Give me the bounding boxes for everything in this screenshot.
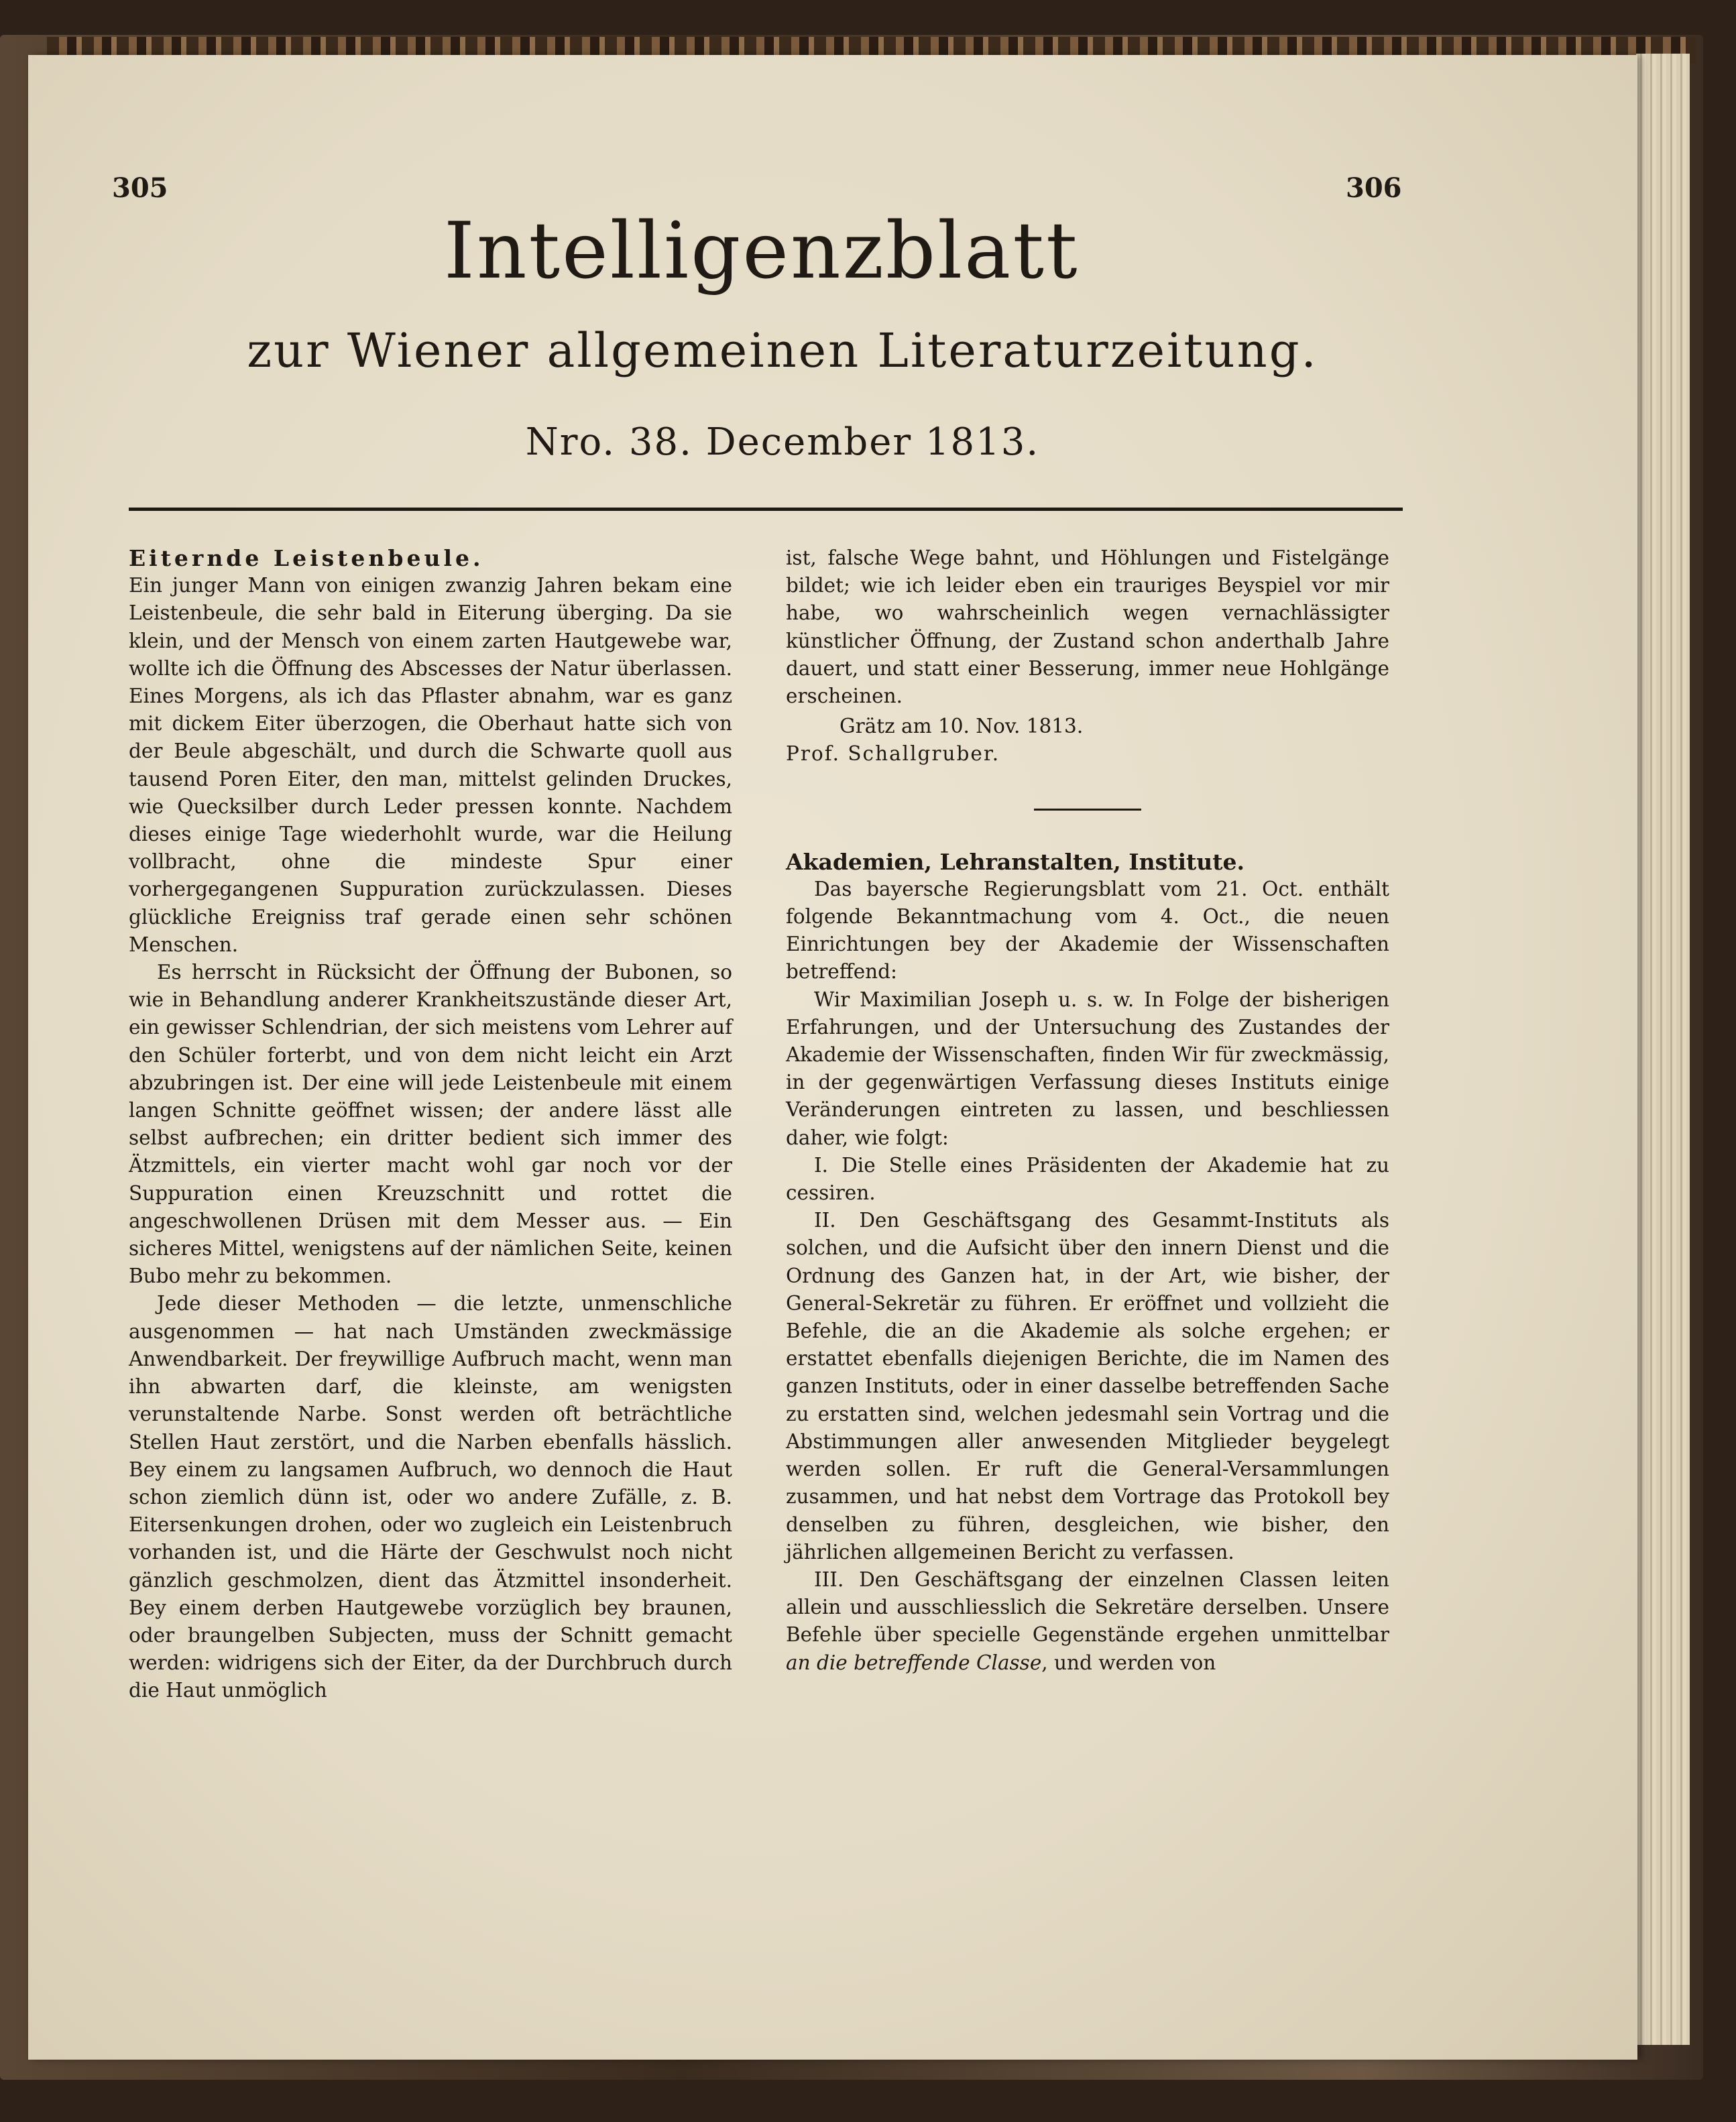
paragraph: Jede dieser Methoden — die letzte, unmenschliche ausgenommen — hat nach Umständen zweckmässige Anwendbarkeit. Der freywillige Aufbruch macht, wenn man ihn abwarten darf, die kleinste, am wenigsten verunstaltende Narbe. Sonst werden oft beträchtliche Stellen Haut zerstört, und die Narben ebenfalls hässlich. Bey einem zu langsamen Aufbruch, wo dennoch die Haut schon ziemlich dünn ist, oder wo andere Zufälle, z. B. Eitersenkungen drohen, oder wo zugleich ein Leistenbruch vorhanden ist, und die Härte der Geschwulst noch nicht gänzlich geschmolzen, dient das Ätzmittel insonderheit. Bey einem derben Hautgewebe vorzüglich bey braunen, oder braungelben Subjecten, muss der Schnitt gemacht werden: widrigens sich der Eiter, da der Durchbruch durch die Haut unmöglich [129, 1292, 732, 1702]
paragraph-continuation: ist, falsche Wege bahnt, und Höhlungen und Fistelgänge bildet; wie ich leider eben ein trauriges Beyspiel vor mir habe, wo wahrscheinlich wegen vernachlässigter künstlicher Öffnung, der Zustand schon anderthalb Jahre dauert, und statt einer Besserung, immer neue Hohlgänge erscheinen. [786, 546, 1389, 708]
paragraph: I. Die Stelle eines Präsidenten der Akademie hat zu cessiren. [786, 1153, 1389, 1205]
section-heading-akademien: Akademien, Lehranstalten, Institute. [786, 848, 1245, 875]
paragraph: Es herrscht in Rücksicht der Öffnung der Bubonen, so wie in Behandlung anderer Krankheitszustände dieser Art, ein gewisser Schlendrian, der sich meistens vom Lehrer auf den Schüler forterbt, und von dem nicht leicht ein Arzt abzubringen ist. Der eine will jede Leistenbeule mit einem langen Schnitte geöffnet wissen; der andere lässt alle selbst aufbrechen; ein dritter bedient sich immer des Ätzmittels, ein vierter macht wohl gar noch vor der Suppuration einen Kreuzschnitt und rottet die angeschwollenen Drüsen mit dem Messer aus. — Ein sicheres Mittel, wenigstens auf der nämlichen Seite, keinen Bubo mehr zu bekommen. [129, 961, 732, 1288]
page-number-left: 305 [112, 172, 168, 204]
author-signature: Prof. Schallgruber. [786, 742, 1000, 766]
masthead-subtitle: zur Wiener allgemeinen Literaturzeitung. [247, 323, 1318, 378]
paragraph: Ein junger Mann von einigen zwanzig Jahren bekam eine Leistenbeule, die sehr bald in Eiterung überging. Da sie klein, und der Mensch von einem zarten Hautgewebe war, wollte ich die Öffnung des Abscesses der Natur überlassen. Eines Morgens, als ich das Pflaster abnahm, war es ganz mit dickem Eiter überzogen, die Oberhaut hatte sich von der Beule abgeschält, und durch die Schwarte quoll aus tausend Poren Eiter, den man, mittelst gelinden Druckes, wie Quecksilber durch Leder pressen konnte. Nachdem dieses einige Tage wiederhohlt wurde, war die Heilung vollbracht, ohne die mindeste Spur einer vorhergegangenen Suppuration zurückzulassen. Dieses glückliche Ereigniss traf gerade einen sehr schönen Menschen. [129, 574, 732, 956]
italic-phrase: an die betreffende Classe [786, 1651, 1042, 1674]
paragraph-last [786, 1566, 1389, 1677]
page-number-right: 306 [1346, 172, 1402, 204]
header-rule [129, 508, 1403, 511]
right-column [786, 544, 1389, 1677]
left-column [129, 544, 732, 1705]
dateline: Grätz am 10. Nov. 1813. [840, 715, 1084, 738]
paragraph: Das bayersche Regierungsblatt vom 21. Oct. enthält folgende Bekanntmachung vom 4. Oct., die neuen Einrichtungen bey der Akademie der Wissenschaften betreffend: [786, 877, 1389, 984]
page-stack-edge [1636, 54, 1690, 2045]
paragraph-text: III. Den Geschäftsgang der einzelnen Classen leiten allein und ausschliesslich die Sekretäre derselben. Unsere Befehle über specielle Gegenstände ergehen unmittelbar [786, 1568, 1389, 1647]
paragraph-text-end: , und werden von [1041, 1651, 1216, 1674]
paragraph: II. Den Geschäftsgang des Gesammt-Instituts als solchen, und die Aufsicht über den innern Dienst und die Ordnung des Ganzen hat, in der Art, wie bisher, der General-Sekretär zu führen. Er eröffnet und vollzieht die Befehle, die an die Akademie als solche ergehen; er erstattet ebenfalls diejenigen Berichte, die im Namen des ganzen Instituts, oder in einer dasselbe betreffenden Sache zu erstatten sind, welchen jedesmahl sein Vortrag und die Abstimmungen aller anwesenden Mitglieder beygelegt werden sollen. Er ruft die General-Versammlungen zusammen, und hat nebst dem Vortrage das Protokoll bey denselben zu führen, desgleichen, wie bisher, den jährlichen allgemeinen Bericht zu verfassen. [786, 1209, 1389, 1564]
issue-line: Nro. 38. December 1813. [525, 420, 1040, 464]
masthead-title: Intelligenzblatt [444, 206, 1080, 296]
article-heading-leistenbeule: Eiternde Leistenbeule. [129, 545, 484, 571]
section-divider [1034, 809, 1141, 811]
paragraph: Wir Maximilian Joseph u. s. w. In Folge der bisherigen Erfahrungen, und der Untersuchung des Zustandes der Akademie der Wissenschaften, finden Wir für zweckmässig, in der gegenwärtigen Verfassung dieses Instituts einige Veränderungen eintreten zu lassen, und beschliessen daher, wie folgt: [786, 988, 1389, 1149]
newspaper-page [28, 55, 1637, 2060]
